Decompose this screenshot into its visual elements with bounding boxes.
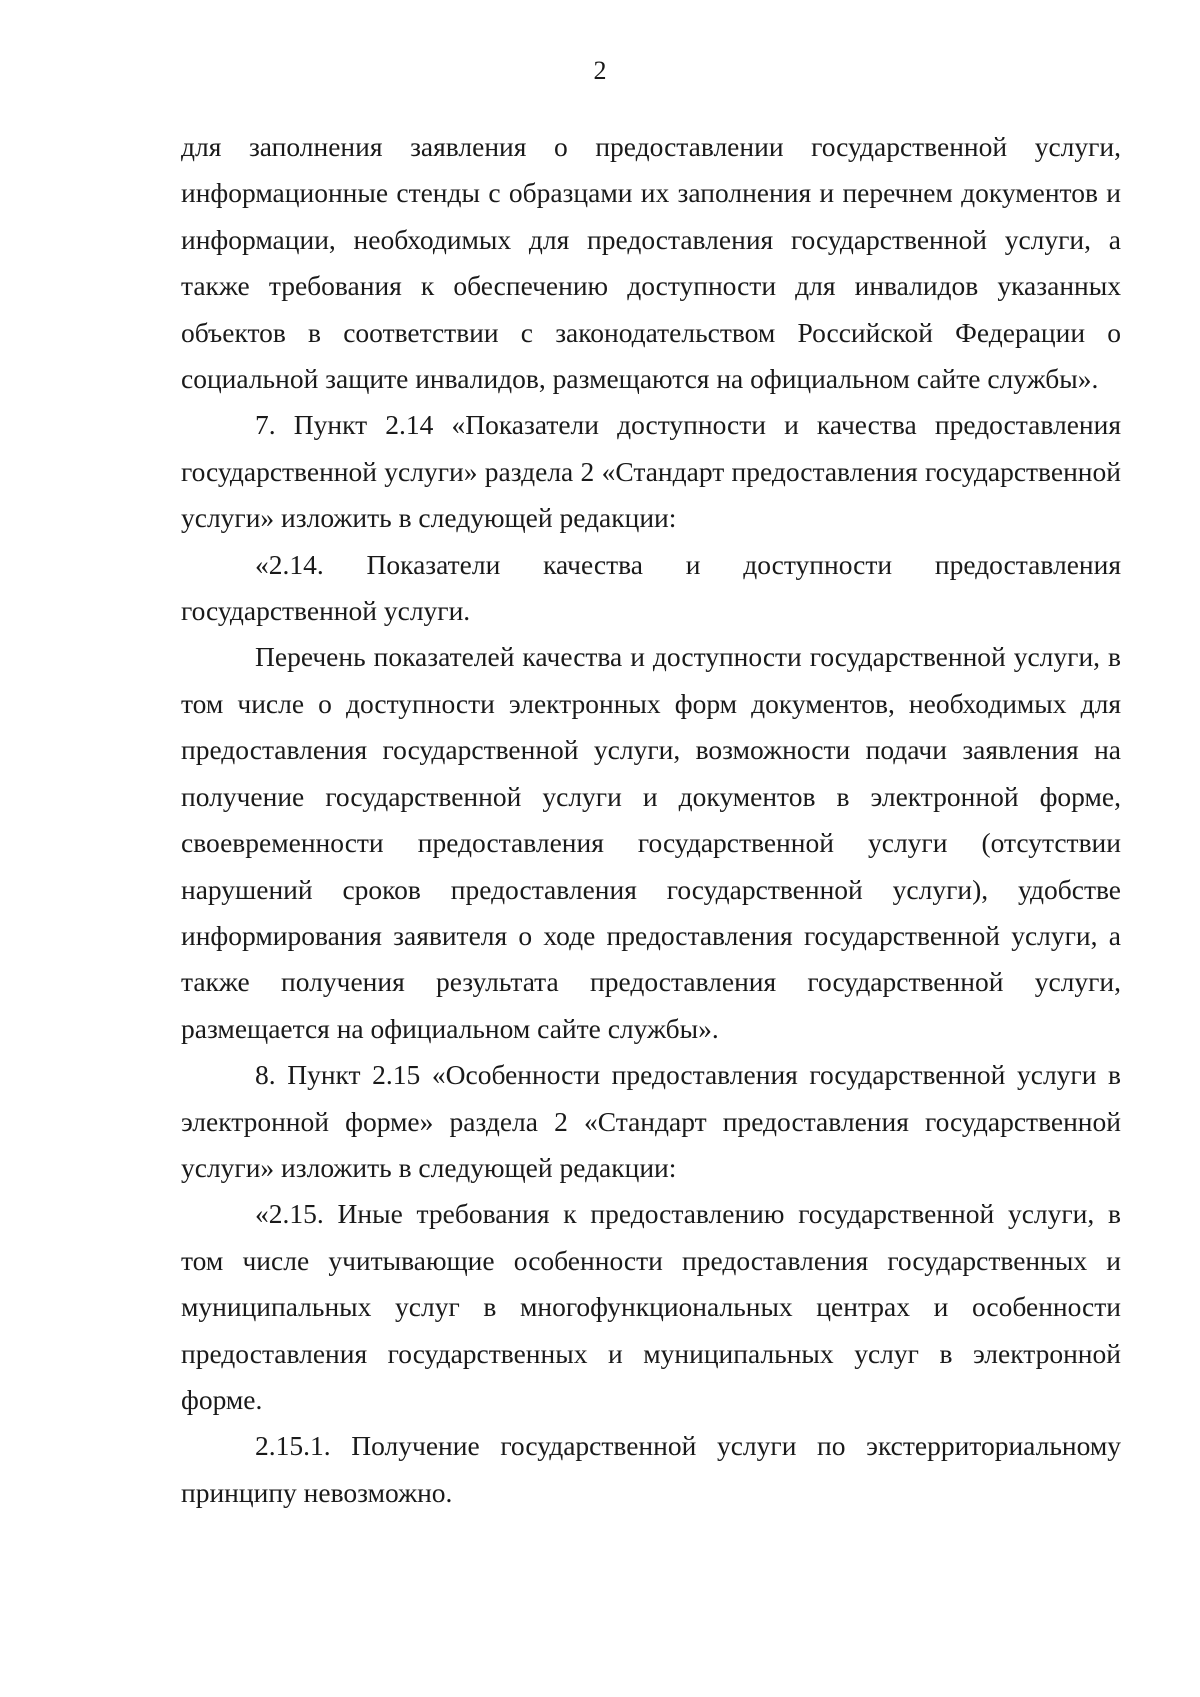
paragraph-item-8: 8. Пункт 2.15 «Особенности предоставления государственной услуги в электронной форме» раздела 2 «Стандарт предоставления государственной услуги» изложить в следующей редакции: [181,1059,1121,1183]
page-number: 2 [593,56,607,85]
paragraph-2-15-heading: «2.15. Иные требования к предоставлению государственной услуги, в том числе учитывающие особенности предоставления государственных и муниципальных услуг в многофункциональных центрах и особенности предоставления государственных и муниципальных услуг в электронной форме. [181,1198,1121,1415]
paragraph-item-7: 7. Пункт 2.14 «Показатели доступности и качества предоставления государственной услуги» раздела 2 «Стандарт предоставления государственной услуги» изложить в следующей редакции: [181,409,1121,534]
paragraph-2-14-list: Перечень показателей качества и доступности государственной услуги, в том числе о доступности электронных форм документов, необходимых для предоставления государственной услуги, возможности подачи заявления на получение государственной услуги и документов в электронной форме, своевременности предоставления государственной услуги (отсутствии нарушений сроков предоставления государственной услуги), удобстве информирования заявителя о ходе предоставления государственной услуги, а также получения результата предоставления государственной услуги, размещается на официальном сайте службы». [181,641,1121,1044]
paragraph-2-14-heading: «2.14. Показатели качества и доступности предоставления государственной услуги. [181,548,1121,627]
paragraph-2-15-1: 2.15.1. Получение государственной услуги по экстерриториальному принципу невозможно. [181,1430,1121,1508]
paragraph-continuation: для заполнения заявления о предоставлении государственной услуги, информационные стенды с образцами их заполнения и перечнем документов и информации, необходимых для предоставления государственной услуги, а также требования к обеспечению доступности для инвалидов указанных объектов в соответствии с законодательством Российской Федерации о социальной защите инвалидов, размещаются на официальном сайте службы». [181,131,1121,395]
document-body [181,124,1121,1516]
